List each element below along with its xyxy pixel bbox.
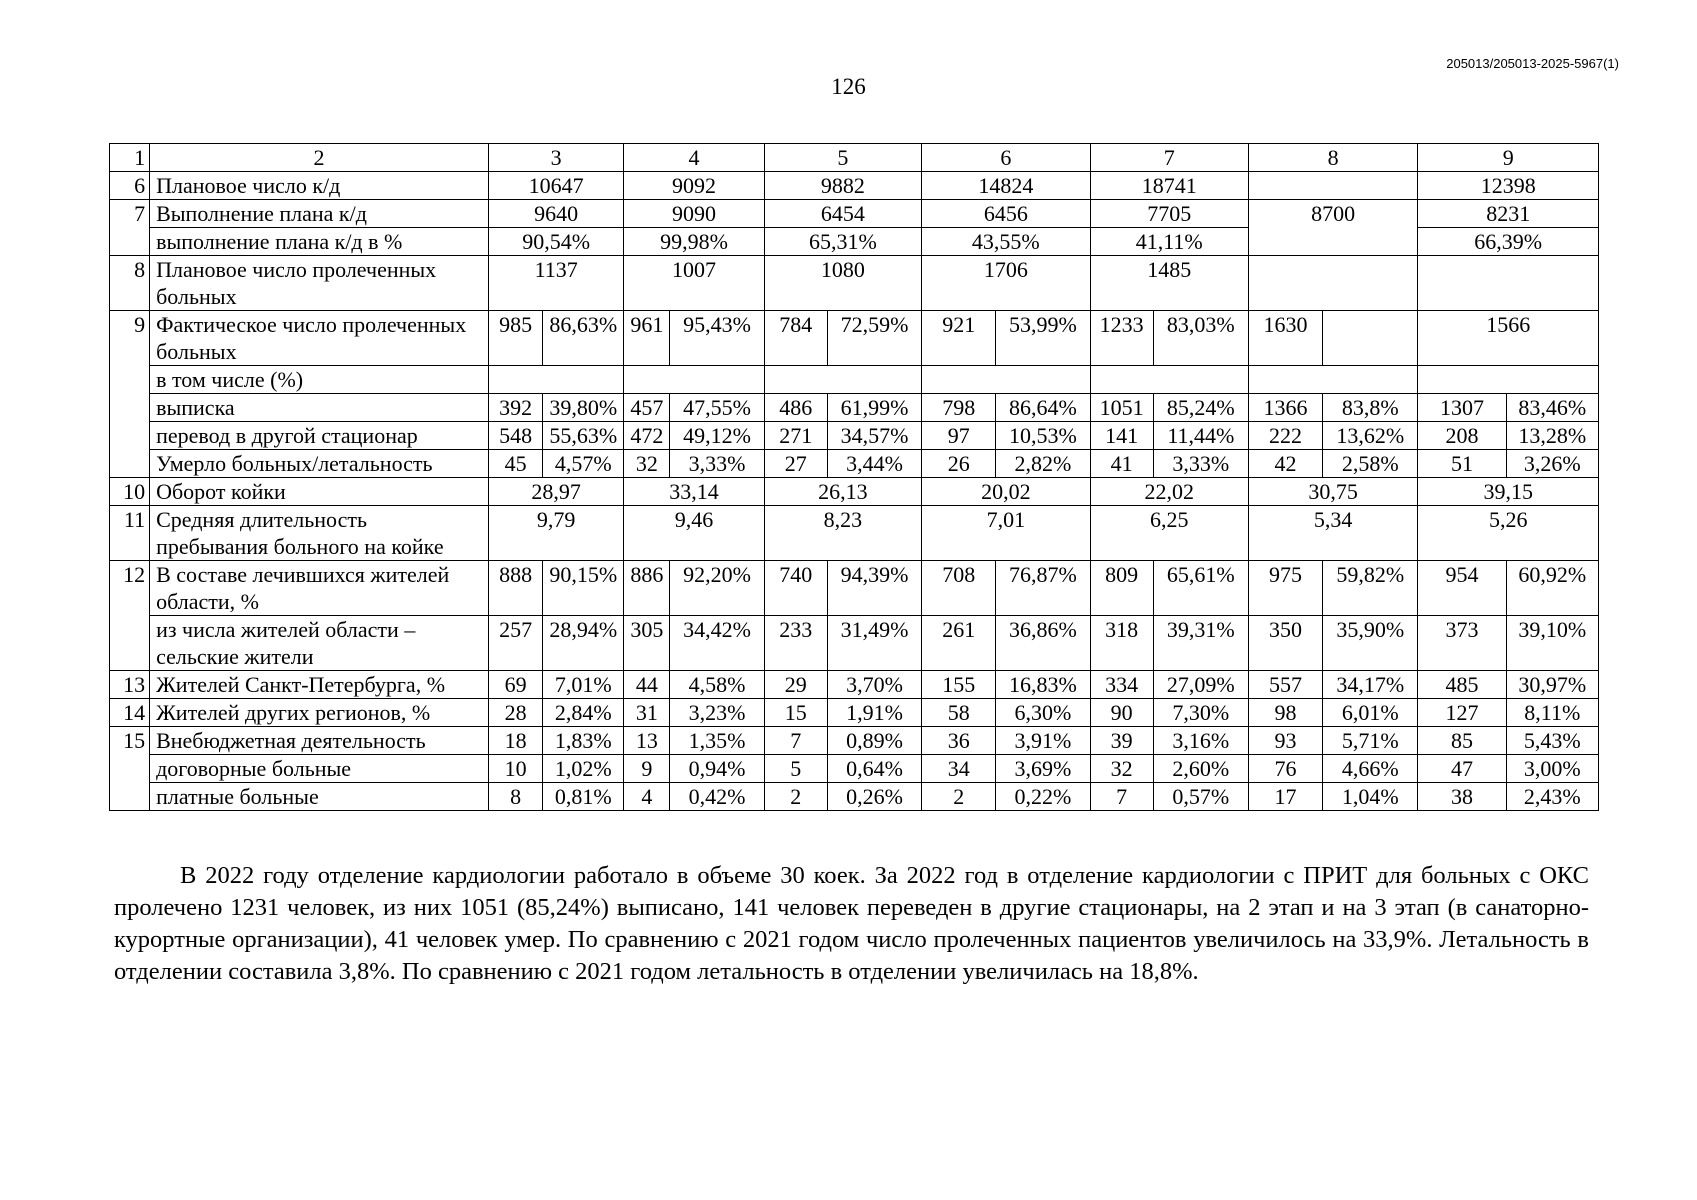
table-row xyxy=(110,561,1599,616)
table-cell: 86,63% xyxy=(543,311,624,366)
table-row xyxy=(110,394,1599,422)
table-cell: 7705 xyxy=(1090,200,1248,228)
table-cell: 4,66% xyxy=(1323,755,1418,783)
table-cell: 261 xyxy=(922,616,996,671)
body-paragraph: В 2022 году отделение кардиологии работало в объеме 30 коек. За 2022 год в отделение кардиологии с ПРИТ для больных с ОКС пролечено 1231 человек, из них 1051 (85,24%) выписано, 141 человек переведен в другие стационары, на 2 этап и на 3 этап (в санаторно-курортные организации), 41 человек умер. По сравнению с 2021 годом число пролеченных пациентов увеличилось на 33,9%. Летальность в отделении составила 3,8%. По сравнению с 2021 годом летальность в отделении увеличилась на 18,8%. xyxy=(114,862,1589,985)
table-cell: 4,57% xyxy=(543,450,624,478)
table-cell: 7,01 xyxy=(922,506,1090,561)
table-cell: 93 xyxy=(1248,727,1322,755)
row-label: перевод в другой стационар xyxy=(150,422,489,450)
table-cell: 69 xyxy=(489,671,543,699)
table-cell: 42 xyxy=(1248,450,1322,478)
table-cell: 61,99% xyxy=(827,394,921,422)
row-number xyxy=(110,228,150,256)
table-cell: 10,53% xyxy=(996,422,1090,450)
table-cell: 1080 xyxy=(764,256,921,311)
table-cell: 22,02 xyxy=(1090,478,1248,506)
table-cell: 7 xyxy=(764,727,827,755)
table-cell: 5 xyxy=(764,755,827,783)
table-cell: 20,02 xyxy=(922,478,1090,506)
table-cell: 98 xyxy=(1248,699,1322,727)
table-cell: 43,55% xyxy=(922,228,1090,256)
table-cell: 47,55% xyxy=(670,394,764,422)
table-cell: 76,87% xyxy=(996,561,1090,616)
table-cell: 318 xyxy=(1090,616,1153,671)
table-cell: 3,44% xyxy=(827,450,921,478)
table-row xyxy=(110,311,1599,366)
table-cell: 886 xyxy=(624,561,670,616)
row-number: 15 xyxy=(110,727,150,755)
table-cell: 2 xyxy=(922,783,996,811)
table-cell: 5,26 xyxy=(1418,506,1599,561)
column-header: 3 xyxy=(489,144,624,172)
row-label: в том числе (%) xyxy=(150,366,489,394)
table-cell: 2,82% xyxy=(996,450,1090,478)
table-cell: 2,58% xyxy=(1323,450,1418,478)
row-label: Жителей Санкт-Петербурга, % xyxy=(150,671,489,699)
table-cell xyxy=(1248,366,1417,394)
table-cell: 3,69% xyxy=(996,755,1090,783)
table-row xyxy=(110,256,1599,311)
table-cell: 798 xyxy=(922,394,996,422)
table-cell: 90,15% xyxy=(543,561,624,616)
page-number: 126 xyxy=(831,74,866,99)
table-cell xyxy=(764,366,921,394)
table-cell: 8231 xyxy=(1418,200,1599,228)
table-cell: 350 xyxy=(1248,616,1322,671)
row-number xyxy=(110,783,150,811)
table-cell xyxy=(1248,256,1417,311)
table-cell: 95,43% xyxy=(670,311,764,366)
table-cell: 5,34 xyxy=(1248,506,1417,561)
row-label: Средняя длительность пребывания больного на койке xyxy=(150,506,489,561)
table-cell: 0,57% xyxy=(1153,783,1248,811)
table-cell: 2,60% xyxy=(1153,755,1248,783)
row-number: 6 xyxy=(110,172,150,200)
row-label: Плановое число к/д xyxy=(150,172,489,200)
table-cell: 49,12% xyxy=(670,422,764,450)
table-cell: 51 xyxy=(1418,450,1506,478)
table-cell: 94,39% xyxy=(827,561,921,616)
table-cell: 1,02% xyxy=(543,755,624,783)
table-row xyxy=(110,727,1599,755)
table-cell xyxy=(489,366,624,394)
table-cell: 28,94% xyxy=(543,616,624,671)
table-cell: 141 xyxy=(1090,422,1153,450)
table-row xyxy=(110,671,1599,699)
table-cell: 961 xyxy=(624,311,670,366)
table-cell: 1706 xyxy=(922,256,1090,311)
table-row xyxy=(110,755,1599,783)
table-cell: 90,54% xyxy=(489,228,624,256)
table-cell: 985 xyxy=(489,311,543,366)
table-row xyxy=(110,450,1599,478)
table-cell: 392 xyxy=(489,394,543,422)
table-cell: 58 xyxy=(922,699,996,727)
table-row xyxy=(110,172,1599,200)
table-cell: 5,43% xyxy=(1506,727,1598,755)
table-cell: 1051 xyxy=(1090,394,1153,422)
table-cell: 6,30% xyxy=(996,699,1090,727)
table-cell: 32 xyxy=(1090,755,1153,783)
row-label: из числа жителей области – сельские жители xyxy=(150,616,489,671)
table-cell: 3,70% xyxy=(827,671,921,699)
table-cell: 13,62% xyxy=(1323,422,1418,450)
table-cell: 32 xyxy=(624,450,670,478)
table-cell: 7,01% xyxy=(543,671,624,699)
table-cell: 90 xyxy=(1090,699,1153,727)
table-cell: 3,23% xyxy=(670,699,764,727)
table-cell: 4 xyxy=(624,783,670,811)
table-cell: 97 xyxy=(922,422,996,450)
row-number xyxy=(110,450,150,478)
table-cell xyxy=(1323,311,1418,366)
table-cell: 9882 xyxy=(764,172,921,200)
table-cell: 0,81% xyxy=(543,783,624,811)
table-cell: 9,79 xyxy=(489,506,624,561)
table-cell: 8,23 xyxy=(764,506,921,561)
table-cell: 127 xyxy=(1418,699,1506,727)
table-row xyxy=(110,200,1599,228)
table-cell: 9 xyxy=(624,755,670,783)
table-cell: 6456 xyxy=(922,200,1090,228)
row-label: Оборот койки xyxy=(150,478,489,506)
table-cell: 257 xyxy=(489,616,543,671)
row-number: 14 xyxy=(110,699,150,727)
table-cell: 557 xyxy=(1248,671,1322,699)
table-cell: 1630 xyxy=(1248,311,1322,366)
table-cell: 7,30% xyxy=(1153,699,1248,727)
table-cell: 1,83% xyxy=(543,727,624,755)
row-label: Выполнение плана к/д xyxy=(150,200,489,228)
table-cell: 334 xyxy=(1090,671,1153,699)
table-cell: 29 xyxy=(764,671,827,699)
table-cell: 39,80% xyxy=(543,394,624,422)
table-cell: 45 xyxy=(489,450,543,478)
table-cell: 0,26% xyxy=(827,783,921,811)
table-cell: 92,20% xyxy=(670,561,764,616)
column-header: 9 xyxy=(1418,144,1599,172)
table-cell: 0,22% xyxy=(996,783,1090,811)
table-cell: 1233 xyxy=(1090,311,1153,366)
table-row xyxy=(110,506,1599,561)
table-cell: 83,8% xyxy=(1323,394,1418,422)
row-number: 9 xyxy=(110,311,150,366)
table-cell xyxy=(1248,228,1417,256)
table-row xyxy=(110,422,1599,450)
table-cell: 72,59% xyxy=(827,311,921,366)
row-number: 13 xyxy=(110,671,150,699)
table-cell: 41 xyxy=(1090,450,1153,478)
table-cell: 85,24% xyxy=(1153,394,1248,422)
table-cell: 39,15 xyxy=(1418,478,1599,506)
column-header: 5 xyxy=(764,144,921,172)
table-cell: 0,64% xyxy=(827,755,921,783)
table-cell: 8 xyxy=(489,783,543,811)
table-cell: 0,42% xyxy=(670,783,764,811)
table-cell: 17 xyxy=(1248,783,1322,811)
table-cell: 35,90% xyxy=(1323,616,1418,671)
row-label: выполнение плана к/д в % xyxy=(150,228,489,256)
table-cell: 1566 xyxy=(1418,311,1599,366)
row-number: 8 xyxy=(110,256,150,311)
table-cell: 6,01% xyxy=(1323,699,1418,727)
table-cell: 60,92% xyxy=(1506,561,1598,616)
table-cell: 9092 xyxy=(624,172,764,200)
table-cell: 34,57% xyxy=(827,422,921,450)
table-cell: 3,33% xyxy=(1153,450,1248,478)
table-cell: 888 xyxy=(489,561,543,616)
table-row xyxy=(110,699,1599,727)
statistics-table xyxy=(109,143,1599,811)
table-cell: 0,89% xyxy=(827,727,921,755)
column-header: 4 xyxy=(624,144,764,172)
table-cell: 1307 xyxy=(1418,394,1506,422)
table-row xyxy=(110,478,1599,506)
row-number xyxy=(110,422,150,450)
row-number: 10 xyxy=(110,478,150,506)
document-id: 205013/205013-2025-5967(1) xyxy=(1446,56,1619,71)
table-cell: 373 xyxy=(1418,616,1506,671)
table-cell: 0,94% xyxy=(670,755,764,783)
table-cell: 2 xyxy=(764,783,827,811)
row-label: Плановое число пролеченных больных xyxy=(150,256,489,311)
row-label: В составе лечившихся жителей области, % xyxy=(150,561,489,616)
row-number xyxy=(110,616,150,671)
table-cell xyxy=(1248,172,1417,200)
table-cell: 7 xyxy=(1090,783,1153,811)
table-cell: 31 xyxy=(624,699,670,727)
table-cell: 33,14 xyxy=(624,478,764,506)
table-cell xyxy=(1418,256,1599,311)
table-cell xyxy=(1418,366,1599,394)
table-cell: 83,03% xyxy=(1153,311,1248,366)
table-cell: 13 xyxy=(624,727,670,755)
table-cell: 271 xyxy=(764,422,827,450)
row-number: 11 xyxy=(110,506,150,561)
table-cell: 1,91% xyxy=(827,699,921,727)
row-label: договорные больные xyxy=(150,755,489,783)
table-cell: 12398 xyxy=(1418,172,1599,200)
table-cell: 65,61% xyxy=(1153,561,1248,616)
table-cell: 55,63% xyxy=(543,422,624,450)
table-cell: 740 xyxy=(764,561,827,616)
table-cell: 921 xyxy=(922,311,996,366)
table-cell: 1,35% xyxy=(670,727,764,755)
table-cell: 30,75 xyxy=(1248,478,1417,506)
column-header: 6 xyxy=(922,144,1090,172)
row-label: Внебюджетная деятельность xyxy=(150,727,489,755)
table-cell: 5,71% xyxy=(1323,727,1418,755)
table-cell: 485 xyxy=(1418,671,1506,699)
table-cell: 47 xyxy=(1418,755,1506,783)
table-cell: 1007 xyxy=(624,256,764,311)
table-cell: 27 xyxy=(764,450,827,478)
table-cell xyxy=(1090,366,1248,394)
table-cell: 2,84% xyxy=(543,699,624,727)
table-cell: 10647 xyxy=(489,172,624,200)
table-cell: 1,04% xyxy=(1323,783,1418,811)
row-label: выписка xyxy=(150,394,489,422)
table-cell: 10 xyxy=(489,755,543,783)
table-cell: 39,31% xyxy=(1153,616,1248,671)
table-cell: 26 xyxy=(922,450,996,478)
table-cell: 1137 xyxy=(489,256,624,311)
table-cell: 6454 xyxy=(764,200,921,228)
table-cell: 30,97% xyxy=(1506,671,1598,699)
table-cell: 15 xyxy=(764,699,827,727)
table-cell: 486 xyxy=(764,394,827,422)
table-cell: 36 xyxy=(922,727,996,755)
row-label: Фактическое число пролеченных больных xyxy=(150,311,489,366)
table-cell: 2,43% xyxy=(1506,783,1598,811)
table-cell: 8700 xyxy=(1248,200,1417,228)
table-cell: 305 xyxy=(624,616,670,671)
table-cell: 8,11% xyxy=(1506,699,1598,727)
table-cell: 11,44% xyxy=(1153,422,1248,450)
table-cell: 809 xyxy=(1090,561,1153,616)
table-cell: 28,97 xyxy=(489,478,624,506)
column-header: 2 xyxy=(150,144,489,172)
table-cell: 99,98% xyxy=(624,228,764,256)
table-cell: 18741 xyxy=(1090,172,1248,200)
table-cell: 41,11% xyxy=(1090,228,1248,256)
table-cell: 3,16% xyxy=(1153,727,1248,755)
table-cell: 83,46% xyxy=(1506,394,1598,422)
table-cell: 16,83% xyxy=(996,671,1090,699)
table-cell: 457 xyxy=(624,394,670,422)
table-row xyxy=(110,783,1599,811)
table-cell: 14824 xyxy=(922,172,1090,200)
row-label: платные больные xyxy=(150,783,489,811)
table-cell: 472 xyxy=(624,422,670,450)
row-number xyxy=(110,755,150,783)
row-number: 7 xyxy=(110,200,150,228)
table-cell: 6,25 xyxy=(1090,506,1248,561)
table-cell: 39 xyxy=(1090,727,1153,755)
table-cell: 3,91% xyxy=(996,727,1090,755)
table-cell: 9,46 xyxy=(624,506,764,561)
table-cell: 1485 xyxy=(1090,256,1248,311)
table-cell: 3,00% xyxy=(1506,755,1598,783)
table-cell: 36,86% xyxy=(996,616,1090,671)
table-cell: 27,09% xyxy=(1153,671,1248,699)
table-cell: 222 xyxy=(1248,422,1322,450)
table-cell: 13,28% xyxy=(1506,422,1598,450)
table-cell: 31,49% xyxy=(827,616,921,671)
table-cell: 9090 xyxy=(624,200,764,228)
table-cell: 65,31% xyxy=(764,228,921,256)
table-cell: 975 xyxy=(1248,561,1322,616)
table-cell: 34,42% xyxy=(670,616,764,671)
table-row xyxy=(110,616,1599,671)
table-cell: 76 xyxy=(1248,755,1322,783)
table-cell: 38 xyxy=(1418,783,1506,811)
table-row xyxy=(110,366,1599,394)
table-row xyxy=(110,228,1599,256)
row-number: 12 xyxy=(110,561,150,616)
table-cell: 784 xyxy=(764,311,827,366)
table-cell: 708 xyxy=(922,561,996,616)
table-cell: 4,58% xyxy=(670,671,764,699)
table-cell: 1366 xyxy=(1248,394,1322,422)
table-cell: 44 xyxy=(624,671,670,699)
table-header-row xyxy=(110,144,1599,172)
row-number xyxy=(110,394,150,422)
table-cell: 3,26% xyxy=(1506,450,1598,478)
table-cell: 155 xyxy=(922,671,996,699)
table-cell: 53,99% xyxy=(996,311,1090,366)
table-cell: 34 xyxy=(922,755,996,783)
column-header: 8 xyxy=(1248,144,1417,172)
table-cell: 954 xyxy=(1418,561,1506,616)
row-label: Жителей других регионов, % xyxy=(150,699,489,727)
table-cell: 39,10% xyxy=(1506,616,1598,671)
column-header: 1 xyxy=(110,144,150,172)
table-cell: 66,39% xyxy=(1418,228,1599,256)
table-cell xyxy=(922,366,1090,394)
table-cell: 208 xyxy=(1418,422,1506,450)
table-cell xyxy=(624,366,764,394)
table-cell: 3,33% xyxy=(670,450,764,478)
row-label: Умерло больных/летальность xyxy=(150,450,489,478)
table-cell: 548 xyxy=(489,422,543,450)
table-cell: 9640 xyxy=(489,200,624,228)
table-cell: 26,13 xyxy=(764,478,921,506)
table-cell: 233 xyxy=(764,616,827,671)
table-cell: 34,17% xyxy=(1323,671,1418,699)
row-number xyxy=(110,366,150,394)
table-cell: 18 xyxy=(489,727,543,755)
table-cell: 28 xyxy=(489,699,543,727)
table-cell: 86,64% xyxy=(996,394,1090,422)
column-header: 7 xyxy=(1090,144,1248,172)
table-cell: 59,82% xyxy=(1323,561,1418,616)
table-cell: 85 xyxy=(1418,727,1506,755)
